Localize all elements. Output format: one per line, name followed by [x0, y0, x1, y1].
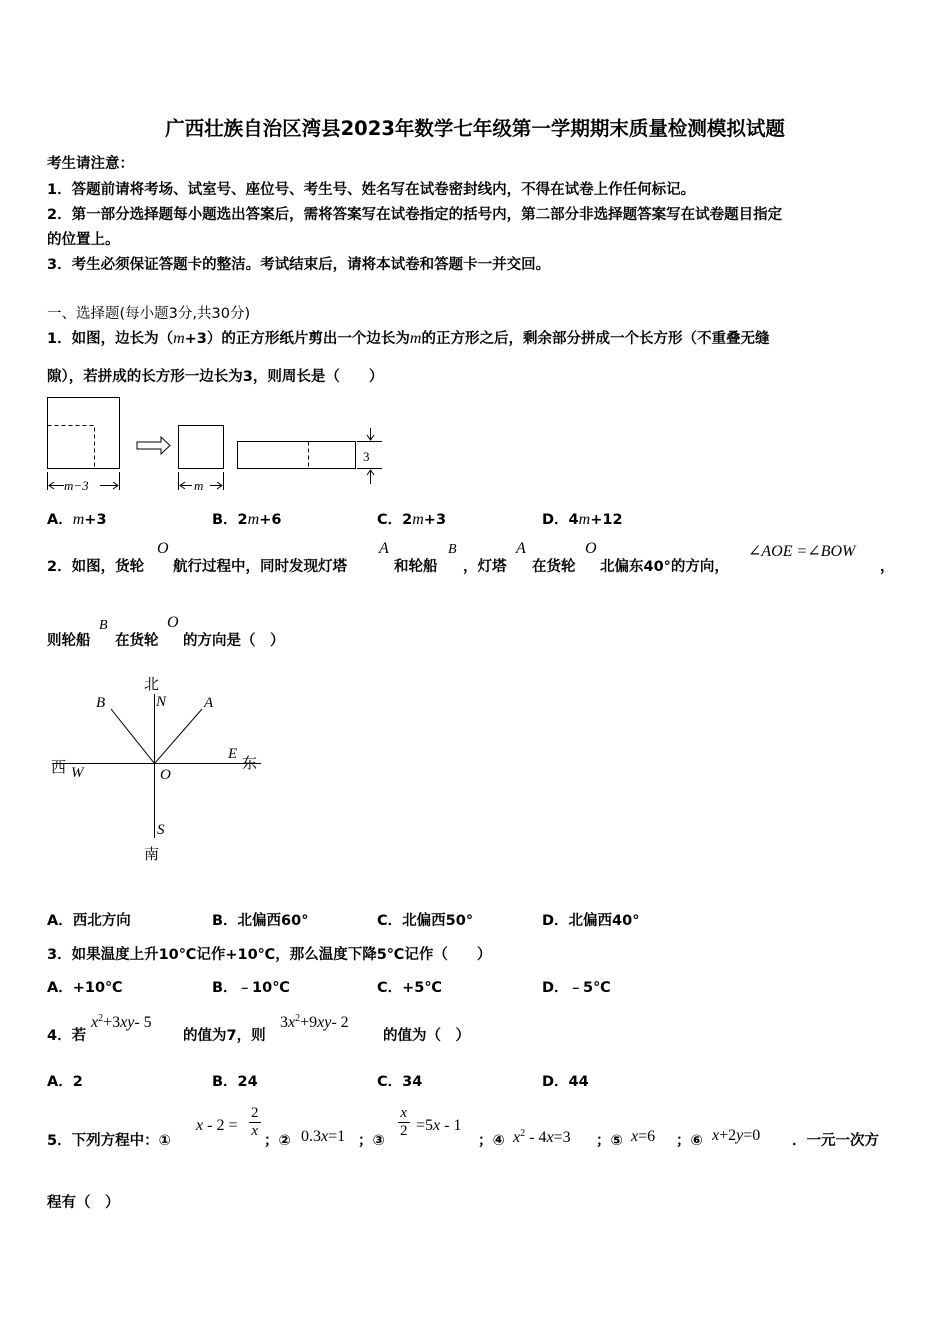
q1-option-a[interactable]: A．m+3: [47, 511, 107, 528]
q2-text-3: 和轮船: [394, 559, 438, 575]
q2-line2-text-1: 则轮船: [47, 633, 91, 649]
fig2-label-e: E: [228, 746, 238, 762]
fig2-east: 东: [242, 756, 258, 772]
q4-option-b[interactable]: B．24: [212, 1074, 258, 1090]
fig2-label-s: S: [157, 822, 165, 838]
q4-text-1: 4．若: [47, 1028, 87, 1044]
q1-line1: 1．如图，边长为（m+3）的正方形纸片剪出一个边长为m的正方形之后，剩余部分拼成一个长方形（不重叠无缝: [47, 330, 770, 347]
q5-separator-5: ；⑥: [676, 1133, 703, 1149]
q3-option-a[interactable]: A．+10℃: [47, 980, 123, 996]
page-title: 广西壮族自治区湾县2023年数学七年级第一学期期末质量检测模拟试题: [165, 117, 785, 140]
q2-var-o-2: O: [585, 540, 597, 557]
q5-separator-3: ；④: [478, 1133, 505, 1149]
q4-text-2: 的值为7，则: [183, 1028, 266, 1044]
section-heading: 一、选择题(每小题3分,共30分): [47, 306, 251, 322]
fig1-label-3: 3: [363, 449, 370, 464]
q2-var-o: O: [157, 540, 169, 557]
notice-item-3: 3．考生必须保证答题卡的整洁。考试结束后，请将本试卷和答题卡一并交回。: [47, 257, 551, 273]
q2-comma: ，: [880, 559, 895, 575]
q4-option-a[interactable]: A．2: [47, 1074, 83, 1090]
q2-text-4: ，灯塔: [463, 559, 507, 575]
q1-line2: 隙），若拼成的长方形一边长为3，则周长是（ ）: [47, 369, 384, 385]
fig1-label-m-minus-3: m−3: [64, 478, 89, 493]
notice-item-1: 1．答题前请将考场、试室号、座位号、考生号、姓名写在试卷密封线内，不得在试卷上作任何标记。: [47, 182, 696, 198]
fig2-west: 西: [51, 760, 67, 776]
q2-line2-var-o: O: [167, 614, 179, 631]
q2-line2-text-3: 的方向是（ ）: [183, 633, 285, 649]
q2-var-a: A: [379, 540, 389, 557]
q5-equation-5: x=6: [631, 1128, 656, 1145]
fig2-label-o: O: [160, 767, 171, 783]
q5-equation-4: $x^2 - 4x=3$: [513, 1128, 571, 1146]
q5-separator-1: ；②: [264, 1133, 291, 1149]
notice-item-2: 2．第一部分选择题每小题选出答案后，需将答案写在试卷指定的括号内，第二部分非选择题答案写在试卷题目指定: [47, 207, 783, 223]
q2-option-a[interactable]: A．西北方向: [47, 913, 131, 929]
q4-expression-2: $3x^2+9xy-$ 2: [280, 1013, 349, 1031]
q2-text-6: 北偏东40°的方向，: [600, 559, 729, 575]
q2-line2-text-2: 在货轮: [115, 633, 159, 649]
q3-option-d[interactable]: D．﹣5℃: [542, 980, 611, 996]
q2-var-b: B: [448, 542, 457, 557]
q2-text-5: 在货轮: [532, 559, 576, 575]
q5-separator-4: ；⑤: [596, 1133, 623, 1149]
q5-equation-1-fraction: $\frac{2}{x}$: [251, 1105, 259, 1139]
fig2-north: 北: [144, 677, 160, 693]
q3-text: 3．如果温度上升10℃记作+10℃，那么温度下降5℃记作（ ）: [47, 947, 492, 963]
q5-equation-3-fraction: $\frac{x}{2}$: [400, 1105, 408, 1139]
q2-compass-figure: [44, 670, 274, 870]
q2-text-1: 2．如图，货轮: [47, 559, 145, 575]
q1-option-d[interactable]: D．4m+12: [542, 511, 623, 528]
q1-option-c[interactable]: C．2m+3: [377, 511, 447, 528]
notice-item-2-cont: 的位置上。: [47, 232, 120, 248]
q5-equation-6: x+2y=0: [712, 1127, 761, 1144]
q2-line2-var-b: B: [99, 618, 108, 633]
q4-expression-1: $x^2+3xy-$ 5: [91, 1013, 152, 1031]
q5-equation-1-left: x - 2 =: [196, 1117, 238, 1134]
q1-option-b[interactable]: B．2m+6: [212, 511, 282, 528]
fig2-label-n: N: [156, 694, 167, 710]
q4-option-d[interactable]: D．44: [542, 1074, 589, 1090]
q2-text-2: 航行过程中，同时发现灯塔: [173, 559, 347, 575]
q2-option-b[interactable]: B．北偏西60°: [212, 913, 309, 929]
fig2-label-b: B: [96, 695, 106, 711]
fig2-label-a: A: [204, 695, 214, 711]
fig1-label-m: m: [194, 478, 204, 493]
q2-option-d[interactable]: D．北偏西40°: [542, 913, 640, 929]
fig2-south: 南: [144, 847, 160, 863]
q4-option-c[interactable]: C．34: [377, 1074, 423, 1090]
q5-separator-2: ；③: [358, 1133, 385, 1149]
q4-text-3: 的值为（ ）: [383, 1028, 470, 1044]
q2-var-a-2: A: [516, 540, 526, 557]
notice-heading: 考生请注意：: [47, 156, 134, 172]
q5-text-1: 5．下列方程中：①: [47, 1133, 171, 1149]
q5-line2: 程有（ ）: [47, 1195, 120, 1211]
q5-equation-3-right: =5x - 1: [416, 1117, 462, 1134]
q2-angle-equation: ∠AOE =∠BOW: [748, 543, 856, 560]
q5-equation-2: 0.3x=1: [301, 1128, 346, 1145]
q5-text-2: ．一元一次方: [792, 1133, 879, 1149]
q1-figure: [44, 392, 389, 494]
q2-option-c[interactable]: C．北偏西50°: [377, 913, 474, 929]
fig2-label-w: W: [71, 765, 84, 781]
q3-option-c[interactable]: C．+5℃: [377, 980, 442, 996]
q3-option-b[interactable]: B．﹣10℃: [212, 980, 290, 996]
